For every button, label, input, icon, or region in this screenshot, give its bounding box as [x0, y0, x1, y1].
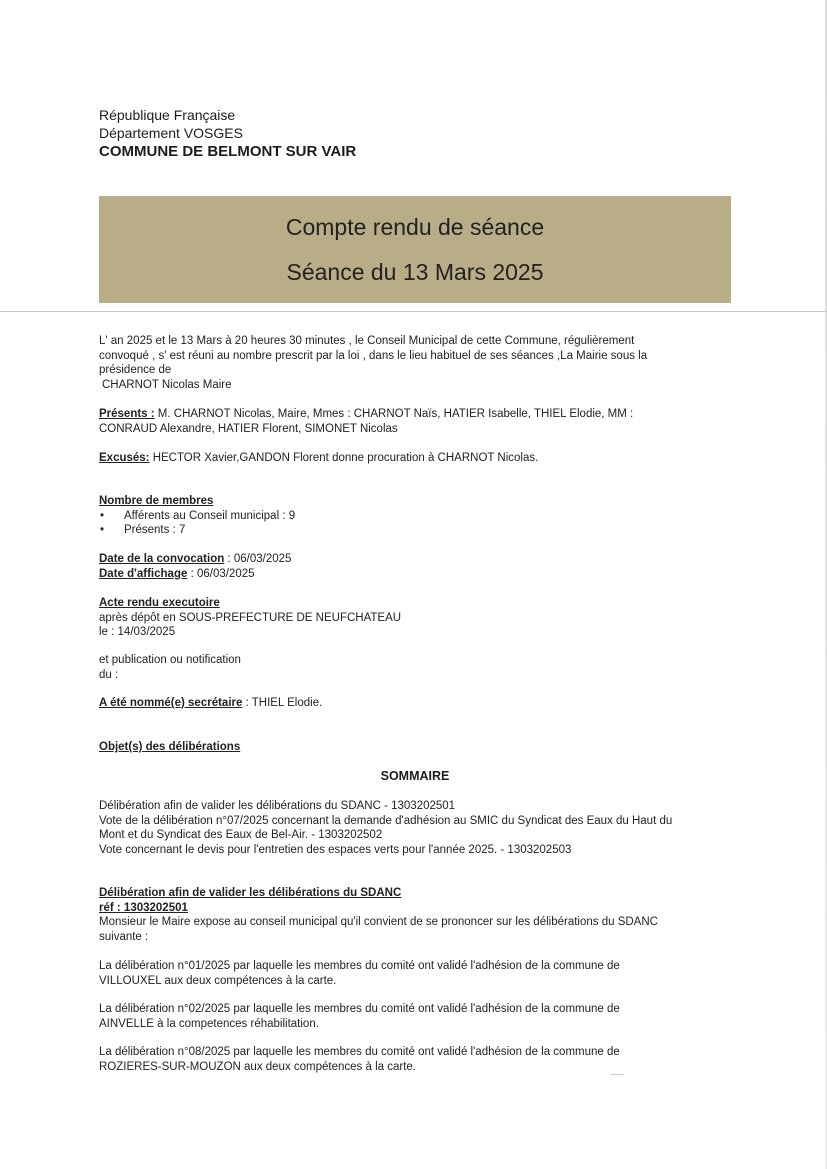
- secretaire-line: [99, 696, 739, 711]
- deliberation-paragraph: [99, 959, 739, 988]
- members-section: [99, 494, 739, 538]
- commune-name: COMMUNE DE BELMONT SUR VAIR: [99, 143, 357, 160]
- excuses-text: HECTOR Xavier,GANDON Florent donne procuration à CHARNOT Nicolas.: [149, 452, 539, 464]
- objets-heading: [99, 740, 739, 755]
- objets-label: Objet(s) des délibérations: [99, 741, 241, 753]
- affichage-label: Date d'affichage: [99, 567, 188, 580]
- excuses-paragraph: [99, 451, 739, 466]
- intro-line: L' an 2025 et le 13 Mars à 20 heures 30 minutes , le Conseil Municipal de cette Commune, régulièrement: [99, 335, 635, 347]
- list-item: • Afférents au Conseil municipal : 9: [99, 509, 739, 524]
- acte-line: le : 14/03/2025: [99, 626, 176, 638]
- presents-paragraph: [99, 407, 739, 436]
- sommaire-item: Délibération afin de valider les délibérations du SDANC - 1303202501: [99, 800, 456, 812]
- department-line: Département VOSGES: [99, 125, 243, 141]
- publication-line: et publication ou notification: [99, 654, 241, 666]
- acte-section: [99, 596, 739, 640]
- sommaire-item: Vote concernant le devis pour l'entretien des espaces verts pour l'année 2025. - 1303202503: [99, 843, 572, 856]
- intro-line: CHARNOT Nicolas Maire: [102, 378, 232, 391]
- list-item: • Présents : 7: [99, 523, 739, 538]
- deliberation-text: Monsieur le Maire expose au conseil municipal qu'il convient de se prononcer sur les délibérations du SDANC: [99, 916, 658, 928]
- sommaire-item: Mont et du Syndicat des Eaux de Bel-Air. - 1303202502: [99, 829, 383, 841]
- scan-speck: [610, 1074, 624, 1075]
- convocation-value: : 06/03/2025: [224, 553, 292, 565]
- sommaire-list: [99, 799, 739, 857]
- members-label: Nombre de membres: [99, 495, 214, 507]
- deliberation-text: La délibération n°02/2025 par laquelle les membres du comité ont validé l'adhésion de la commune de: [99, 1003, 620, 1015]
- presents-text: CONRAUD Alexandre, HATIER Florent, SIMONET Nicolas: [99, 422, 398, 435]
- deliberation-paragraph: [99, 1002, 739, 1031]
- banner-title: Compte rendu de séance: [285, 214, 545, 240]
- publication-line: du :: [99, 668, 119, 681]
- divider-line: [0, 311, 827, 312]
- acte-label: Acte rendu executoire: [99, 597, 220, 609]
- deliberation-text: VILLOUXEL aux deux compétences à la carte.: [99, 974, 337, 987]
- deliberation-text: La délibération n°08/2025 par laquelle les membres du comité ont validé l'adhésion de la commune de: [99, 1046, 620, 1058]
- deliberation-1: [99, 886, 739, 944]
- acte-line: après dépôt en SOUS-PREFECTURE DE NEUFCHATEAU: [99, 611, 402, 624]
- deliberation-title: Délibération afin de valider les délibérations du SDANC: [99, 887, 402, 899]
- deliberation-text: AINVELLE à la competences réhabilitation.: [99, 1017, 319, 1030]
- publication-section: [99, 653, 739, 682]
- secretaire-label: A été nommé(e) secrétaire: [99, 697, 243, 709]
- republic-line: République Française: [99, 107, 236, 123]
- excuses-label: Excusés:: [99, 452, 150, 464]
- deliberation-text: La délibération n°01/2025 par laquelle les membres du comité ont validé l'adhésion de la commune de: [99, 960, 620, 972]
- intro-line: convoqué , s' est réuni au nombre prescrit par la loi , dans le lieu habituel de ses séances ,La Mairie sous la: [99, 349, 648, 362]
- document-header: [99, 106, 356, 161]
- sommaire-item: Vote de la délibération n°07/2025 concernant la demande d'adhésion au SMIC du Syndicat des Eaux du Haut du: [99, 814, 673, 827]
- deliberation-text: suivante :: [99, 930, 149, 943]
- intro-line: présidence de: [99, 364, 172, 376]
- presents-label: Présents :: [99, 408, 155, 420]
- convocation-label: Date de la convocation: [99, 553, 225, 565]
- title-banner: [99, 196, 731, 303]
- presents-text: M. CHARNOT Nicolas, Maire, Mmes : CHARNOT Naïs, HATIER Isabelle, THIEL Elodie, MM :: [154, 408, 634, 420]
- deliberation-text: ROZIERES-SUR-MOUZON aux deux compétences à la carte.: [99, 1060, 416, 1073]
- intro-paragraph: [99, 334, 739, 392]
- affichage-value: : 06/03/2025: [187, 567, 255, 580]
- sommaire-title: SOMMAIRE: [380, 769, 450, 783]
- banner-subtitle: Séance du 13 Mars 2025: [286, 259, 544, 285]
- members-list: [99, 509, 739, 538]
- deliberation-paragraph: [99, 1045, 739, 1074]
- deliberation-ref: réf : 1303202501: [99, 901, 188, 914]
- secretaire-value: : THIEL Elodie.: [242, 697, 323, 709]
- dates-section: [99, 552, 739, 581]
